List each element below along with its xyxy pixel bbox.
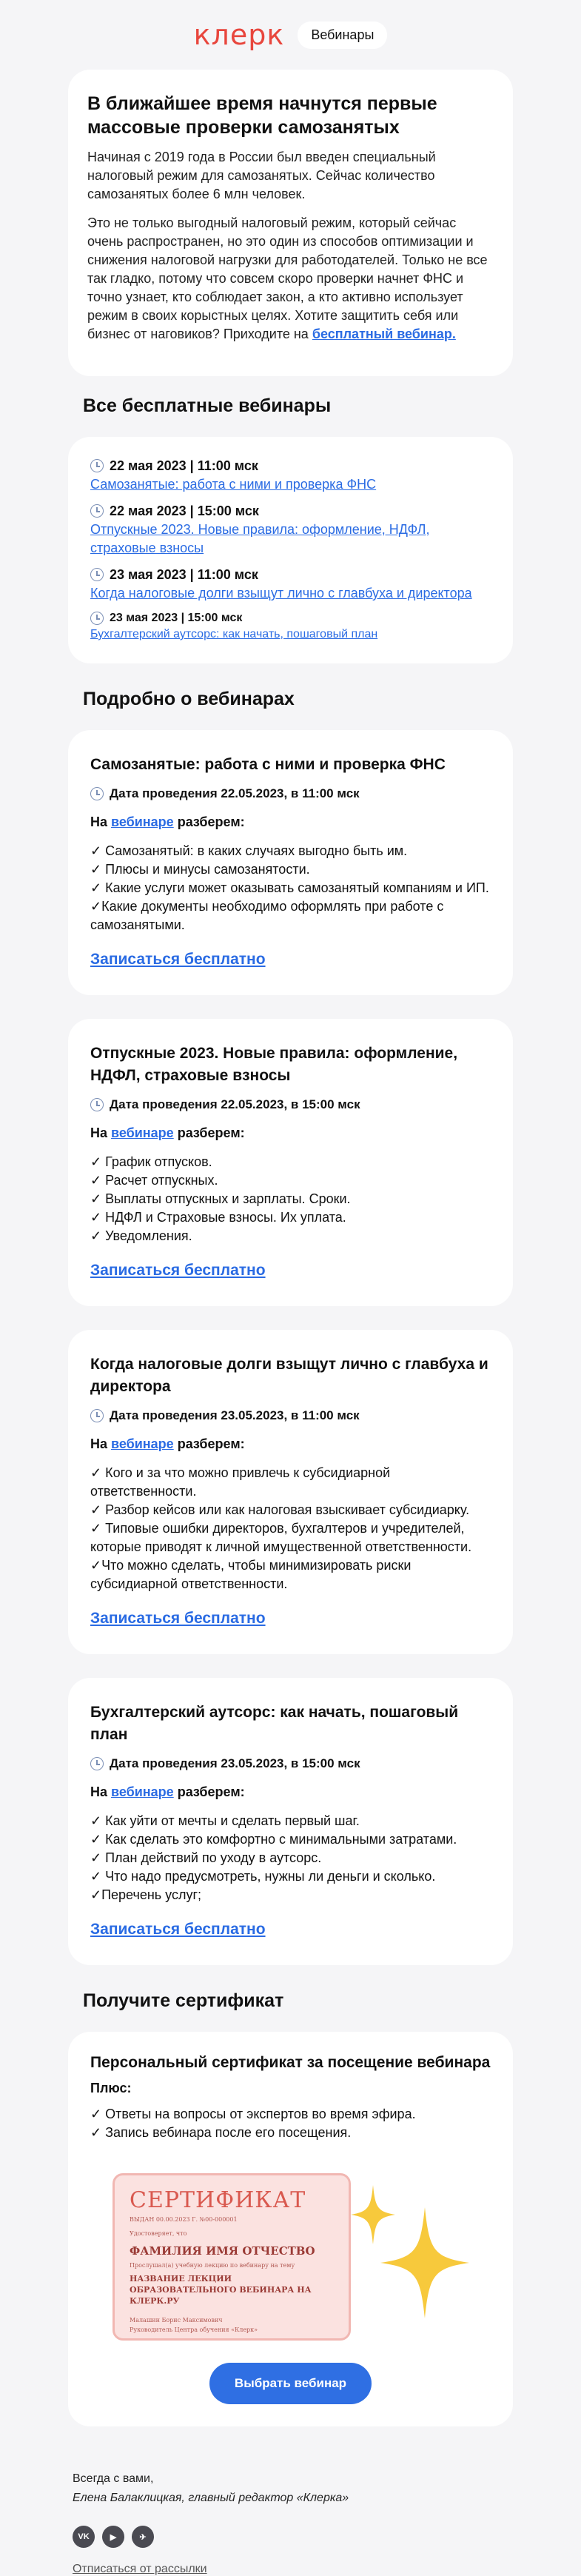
webinar-date: 22 мая 2023 | 11:00 мск bbox=[110, 458, 258, 473]
list-item: ✓ Плюсы и минусы самозанятости. bbox=[90, 862, 310, 877]
list-item: ✓ Как сделать это комфортно с минимальными затратами. bbox=[90, 1832, 457, 1847]
register-free-link[interactable]: Записаться бесплатно bbox=[90, 1262, 266, 1279]
webinar-date: 23 мая 2023 | 11:00 мск bbox=[110, 566, 258, 582]
list-item: ✓ Ответы на вопросы от экспертов во время эфира. bbox=[90, 2107, 416, 2121]
webinar-link[interactable]: вебинаре bbox=[111, 1784, 174, 1799]
youtube-icon[interactable]: ▶ bbox=[102, 2526, 124, 2548]
webinar-link[interactable]: Самозанятые: работа с ними и проверка ФНС bbox=[90, 477, 377, 492]
webinar-intro: На вебинаре разберем: bbox=[90, 1784, 245, 1799]
webinar-link[interactable]: Отпускные 2023. Новые правила: оформление, НДФЛ, страховые взносы bbox=[90, 522, 430, 555]
webinar-date: Дата проведения 23.05.2023, в 11:00 мск bbox=[90, 1408, 491, 1423]
webinar-link[interactable]: Когда налоговые долги взыщут лично с главбуха и директора bbox=[90, 586, 472, 600]
free-webinar-link[interactable]: бесплатный вебинар. bbox=[312, 327, 456, 341]
register-free-link[interactable]: Записаться бесплатно bbox=[90, 951, 266, 968]
footer bbox=[73, 2469, 581, 2576]
webinar-date: Дата проведения 22.05.2023, в 11:00 мск bbox=[90, 786, 491, 801]
webinar-link[interactable]: вебинаре bbox=[111, 1436, 174, 1451]
vk-icon[interactable]: VK bbox=[73, 2526, 95, 2548]
certificate-title: Персональный сертификат за посещение вебинара bbox=[90, 2054, 491, 2071]
topic-list bbox=[90, 1464, 491, 1593]
certificate-image bbox=[90, 2163, 491, 2348]
clock-icon bbox=[90, 459, 104, 472]
klerk-logo[interactable]: клерк bbox=[193, 19, 285, 51]
certificate-doc-course: НАЗВАНИЕ ЛЕКЦИИ ОБРАЗОВАТЕЛЬНОГО ВЕБИНАРА НА КЛЕРК.РУ bbox=[130, 2274, 312, 2306]
webinar-date: 22 мая 2023 | 15:00 мск bbox=[110, 503, 259, 518]
webinar-list-item bbox=[90, 610, 491, 643]
webinar-intro: На вебинаре разберем: bbox=[90, 1436, 245, 1451]
button-wrap bbox=[90, 2363, 491, 2404]
certificate-benefits bbox=[90, 2105, 491, 2142]
certificate-doc-text: Прослушал(а) учебную лекцию по вебинару на тему bbox=[130, 2262, 295, 2269]
list-item: ✓ Выплаты отпускных и зарплаты. Сроки. bbox=[90, 1191, 351, 1206]
webinar-link[interactable]: Бухгалтерский аутсорс: как начать, пошаговый план bbox=[90, 628, 378, 640]
list-item: ✓Перечень услуг; bbox=[90, 1887, 202, 1902]
webinar-detail-card bbox=[68, 730, 513, 995]
certificate-doc-title: СЕРТИФИКАТ bbox=[130, 2187, 306, 2213]
clock-icon bbox=[90, 1409, 104, 1422]
list-item: ✓ Самозанятый: в каких случаях выгодно быть им. bbox=[90, 843, 408, 858]
clock-icon bbox=[90, 1757, 104, 1770]
telegram-icon[interactable]: ✈ bbox=[132, 2526, 154, 2548]
webinar-link[interactable]: вебинаре bbox=[111, 1125, 174, 1140]
unsubscribe-link[interactable]: Отписаться от рассылки bbox=[73, 2563, 207, 2575]
all-webinars-card bbox=[68, 437, 513, 663]
list-item: ✓ Запись вебинара после его посещения. bbox=[90, 2125, 352, 2140]
list-item: ✓ Кого и за что можно привлечь к субсидиарной ответственности. bbox=[90, 1465, 391, 1499]
clock-icon bbox=[90, 504, 104, 518]
webinar-date: Дата проведения 23.05.2023, в 15:00 мск bbox=[90, 1756, 491, 1771]
webinar-date: Дата проведения 22.05.2023, в 15:00 мск bbox=[90, 1097, 491, 1112]
certificate-doc-role: Руководитель Центра обучения «Клерк» bbox=[130, 2326, 258, 2333]
webinar-title: Бухгалтерский аутсорс: как начать, пошаговый план bbox=[90, 1704, 459, 1743]
certificate-doc-text: Удостоверяет, что bbox=[130, 2230, 187, 2237]
list-item: ✓ Что надо предусмотреть, нужны ли деньги и сколько. bbox=[90, 1869, 436, 1884]
webinar-detail-card bbox=[68, 1330, 513, 1654]
footer-greeting: Всегда с вами, bbox=[73, 2472, 154, 2485]
webinars-pill: Вебинары bbox=[298, 21, 387, 49]
certificate-doc-number: ВЫДАН 00.00.2023 Г. №00-000001 bbox=[130, 2216, 238, 2223]
intro-card bbox=[68, 70, 513, 376]
certificate-card bbox=[68, 2032, 513, 2426]
details-heading: Подробно о вебинарах bbox=[83, 689, 295, 709]
topic-list bbox=[90, 842, 491, 934]
webinar-title: Самозанятые: работа с ними и проверка ФНС bbox=[90, 756, 446, 773]
register-free-link[interactable]: Записаться бесплатно bbox=[90, 1610, 266, 1627]
list-item: ✓ Как уйти от мечты и сделать первый шаг. bbox=[90, 1813, 360, 1828]
choose-webinar-button[interactable]: Выбрать вебинар bbox=[209, 2363, 372, 2404]
footer-signature: Елена Балаклицкая, главный редактор «Клерка» bbox=[73, 2492, 349, 2504]
certificate-doc-signer: Малашин Борис Максимович bbox=[130, 2317, 223, 2324]
clock-icon bbox=[90, 612, 104, 625]
list-item: ✓Что можно сделать, чтобы минимизировать риски субсидиарной ответственности. bbox=[90, 1558, 412, 1591]
certificate-plus: Плюс: bbox=[90, 2081, 132, 2095]
intro-paragraph-1: Начиная с 2019 года в России был введен специальный налоговый режим для самозанятых. Сейчас количество самозанятых более 6 млн человек. bbox=[87, 150, 436, 201]
clock-icon bbox=[90, 568, 104, 581]
webinar-intro: На вебинаре разберем: bbox=[90, 814, 245, 829]
list-item: ✓ Какие услуги может оказывать самозанятый компаниям и ИП. bbox=[90, 880, 489, 895]
topic-list bbox=[90, 1153, 491, 1245]
clock-icon bbox=[90, 787, 104, 800]
certificate-heading: Получите сертификат bbox=[83, 1990, 284, 2011]
certificate-doc-name: ФАМИЛИЯ ИМЯ ОТЧЕСТВО bbox=[130, 2244, 315, 2258]
list-item: ✓ Расчет отпускных. bbox=[90, 1173, 218, 1188]
list-item: ✓ НДФЛ и Страховые взносы. Их уплата. bbox=[90, 1210, 346, 1225]
webinar-title: Отпускные 2023. Новые правила: оформление, НДФЛ, страховые взносы bbox=[90, 1045, 458, 1084]
clock-icon bbox=[90, 1098, 104, 1111]
webinar-link[interactable]: вебинаре bbox=[111, 814, 174, 829]
webinar-date: 23 мая 2023 | 15:00 мск bbox=[110, 612, 243, 624]
webinar-intro: На вебинаре разберем: bbox=[90, 1125, 245, 1140]
list-item: ✓Какие документы необходимо оформлять при работе с самозанятыми. bbox=[90, 899, 444, 932]
list-item: ✓ План действий по уходу в аутсорс. bbox=[90, 1850, 322, 1865]
social-links bbox=[73, 2526, 581, 2548]
list-item: ✓ Уведомления. bbox=[90, 1228, 192, 1243]
webinar-list-item bbox=[90, 565, 491, 603]
certificate-document bbox=[112, 2173, 351, 2341]
list-item: ✓ Типовые ошибки директоров, бухгалтеров и учредителей, которые приводят к личной имущественной ответственности. bbox=[90, 1521, 472, 1554]
topic-list bbox=[90, 1812, 491, 1904]
register-free-link[interactable]: Записаться бесплатно bbox=[90, 1921, 266, 1938]
list-item: ✓ График отпусков. bbox=[90, 1154, 212, 1169]
intro-paragraph-2: Это не только выгодный налоговый режим, который сейчас очень распространен, но это один из способов оптимизации и снижения налоговой нагрузки для работодателей. Только не все так гладко, потому что совсем скоро проверки начнет ФНС и точно узнает, кто соблюдает закон, а кто активно использует режим в своих корыстных целях. Хотите защитить себя или бизнес от наговиков? Приходите на бесплатный вебинар. bbox=[87, 215, 488, 341]
webinar-detail-card bbox=[68, 1678, 513, 1965]
all-webinars-heading: Все бесплатные вебинары bbox=[83, 395, 332, 416]
list-item: ✓ Разбор кейсов или как налоговая взыскивает субсидиарку. bbox=[90, 1502, 470, 1517]
sparkle-icon bbox=[380, 2207, 469, 2318]
webinar-list-item bbox=[90, 501, 491, 558]
webinar-detail-card bbox=[68, 1019, 513, 1306]
header bbox=[0, 0, 581, 70]
webinar-list-item bbox=[90, 456, 491, 494]
webinar-title: Когда налоговые долги взыщут лично с главбуха и директора bbox=[90, 1356, 488, 1395]
intro-title: В ближайшее время начнутся первые массовые проверки самозанятых bbox=[87, 93, 437, 138]
